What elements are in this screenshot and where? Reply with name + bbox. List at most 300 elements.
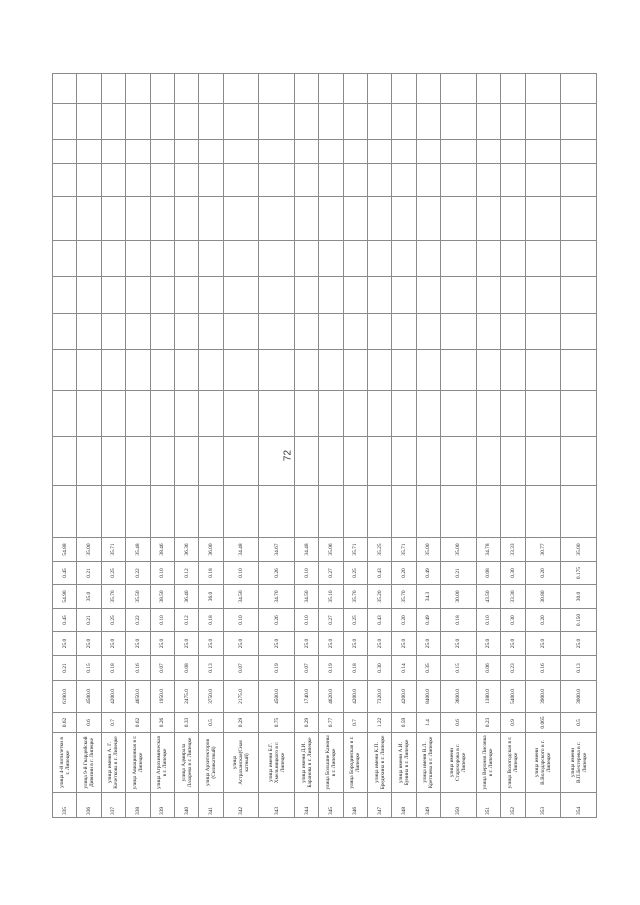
empty-cell <box>77 437 101 486</box>
value-cell: 25.0 <box>199 632 223 656</box>
row-number: 349 <box>416 793 440 818</box>
empty-cell <box>416 197 440 241</box>
empty-cell <box>174 164 198 197</box>
empty-cell <box>561 391 597 437</box>
empty-cell <box>561 74 597 104</box>
empty-cell <box>199 104 223 140</box>
street-name: улица имени А.И. Бунина в г. Липецке <box>392 733 416 793</box>
empty-cell <box>294 277 318 314</box>
row-number: 341 <box>199 793 223 818</box>
row-number: 353 <box>525 793 561 818</box>
length-km: 0.6 <box>77 713 101 733</box>
empty-cell <box>150 241 174 277</box>
value-cell: 0.18 <box>199 609 223 632</box>
row-number: 348 <box>392 793 416 818</box>
value-cell: 34.48 <box>294 538 318 562</box>
empty-cell <box>259 391 295 437</box>
empty-cell <box>101 241 125 277</box>
empty-cell <box>368 164 392 197</box>
street-name: улица Адмирала Лазарева в г. Липецке <box>174 733 198 793</box>
area-m2: 6190.0 <box>53 681 77 713</box>
row-number: 354 <box>561 793 597 818</box>
value-cell: 0.25 <box>101 562 125 585</box>
table-row <box>476 74 500 818</box>
empty-cell <box>53 486 77 538</box>
empty-cell <box>441 486 477 538</box>
empty-cell <box>199 314 223 350</box>
length-km: 0.75 <box>259 713 295 733</box>
empty-cell <box>223 350 259 391</box>
empty-cell <box>368 277 392 314</box>
value-cell: 0.22 <box>126 609 150 632</box>
value-cell: 0.07 <box>294 656 318 681</box>
empty-cell <box>174 74 198 104</box>
value-cell: 38.50 <box>150 585 174 609</box>
empty-cell <box>525 486 561 538</box>
area-m2: 2175.0 <box>223 681 259 713</box>
empty-cell <box>126 314 150 350</box>
empty-cell <box>259 486 295 538</box>
value-cell: 0.10 <box>223 609 259 632</box>
area-m2: 2475.0 <box>174 681 198 713</box>
empty-cell <box>476 140 500 164</box>
row-number: 337 <box>101 793 125 818</box>
value-cell: 33.30 <box>501 585 525 609</box>
value-cell: 0.18 <box>441 609 477 632</box>
row-number: 351 <box>476 793 500 818</box>
empty-cell <box>199 197 223 241</box>
length-km: 1.4 <box>416 713 440 733</box>
street-name: улица Бородинская в г. Липецке <box>343 733 367 793</box>
value-cell: 0.12 <box>174 609 198 632</box>
empty-cell <box>319 140 343 164</box>
empty-cell <box>126 391 150 437</box>
value-cell: 25.0 <box>561 632 597 656</box>
empty-cell <box>476 486 500 538</box>
empty-cell <box>525 391 561 437</box>
empty-cell <box>150 104 174 140</box>
empty-cell <box>294 314 318 350</box>
value-cell: 0.13 <box>561 656 597 681</box>
street-name: улица имени К.П. Бредихина в г. Липецке <box>368 733 392 793</box>
empty-cell <box>368 486 392 538</box>
value-cell: 0.10 <box>223 562 259 585</box>
empty-cell <box>561 277 597 314</box>
empty-cell <box>294 164 318 197</box>
street-name: улица имени Б.Г. Хмельницкого в г. Липецке <box>259 733 295 793</box>
empty-cell <box>77 140 101 164</box>
value-cell: 25.0 <box>416 632 440 656</box>
empty-cell <box>343 350 367 391</box>
value-cell: 0.18 <box>199 562 223 585</box>
value-cell: 0.16 <box>126 656 150 681</box>
empty-cell <box>319 197 343 241</box>
street-name: улица Большие Каноны в г. Липецке <box>319 733 343 793</box>
value-cell: 30.00 <box>441 585 477 609</box>
value-cell: 0.10 <box>150 609 174 632</box>
empty-cell <box>294 486 318 538</box>
table-row <box>101 74 125 818</box>
value-cell: 0.10 <box>294 609 318 632</box>
table-row <box>174 74 198 818</box>
empty-cell <box>53 437 77 486</box>
empty-cell <box>150 164 174 197</box>
empty-cell <box>259 104 295 140</box>
value-cell: 54.88 <box>53 538 77 562</box>
empty-cell <box>259 74 295 104</box>
value-cell: 36.36 <box>174 538 198 562</box>
empty-cell <box>561 314 597 350</box>
empty-cell <box>476 164 500 197</box>
row-number: 350 <box>441 793 477 818</box>
empty-cell <box>392 391 416 437</box>
empty-cell <box>525 241 561 277</box>
value-cell: 34.48 <box>223 538 259 562</box>
empty-cell <box>223 140 259 164</box>
value-cell: 35.71 <box>343 538 367 562</box>
empty-cell <box>392 140 416 164</box>
value-cell: 25.0 <box>101 632 125 656</box>
table-row <box>525 74 561 818</box>
empty-cell <box>259 437 295 486</box>
empty-cell <box>53 197 77 241</box>
empty-cell <box>501 437 525 486</box>
empty-cell <box>441 164 477 197</box>
empty-cell <box>416 140 440 164</box>
empty-cell <box>319 74 343 104</box>
empty-cell <box>501 164 525 197</box>
empty-cell <box>174 104 198 140</box>
length-km: 0.77 <box>319 713 343 733</box>
empty-cell <box>343 104 367 140</box>
empty-cell <box>294 391 318 437</box>
empty-cell <box>223 104 259 140</box>
length-km: 0.9 <box>501 713 525 733</box>
length-km: 0.29 <box>223 713 259 733</box>
empty-cell <box>77 486 101 538</box>
table-row <box>150 74 174 818</box>
value-cell: 35.70 <box>392 585 416 609</box>
empty-cell <box>501 197 525 241</box>
length-km: 0.26 <box>150 713 174 733</box>
value-cell: 34.78 <box>476 538 500 562</box>
table-row <box>199 74 223 818</box>
area-m2: 5400.0 <box>501 681 525 713</box>
empty-cell <box>53 104 77 140</box>
value-cell: 35.70 <box>343 585 367 609</box>
empty-cell <box>501 350 525 391</box>
value-cell: 35.00 <box>441 538 477 562</box>
area-m2: 1740.0 <box>294 681 318 713</box>
value-cell: 0.26 <box>259 609 295 632</box>
empty-cell <box>150 350 174 391</box>
empty-cell <box>476 391 500 437</box>
empty-cell <box>174 350 198 391</box>
empty-cell <box>392 277 416 314</box>
empty-cell <box>501 241 525 277</box>
empty-cell <box>199 437 223 486</box>
empty-cell <box>368 104 392 140</box>
empty-cell <box>150 486 174 538</box>
value-cell: 30.0 <box>561 585 597 609</box>
table-row <box>77 74 101 818</box>
empty-cell <box>223 391 259 437</box>
value-cell: 35.71 <box>101 538 125 562</box>
empty-cell <box>561 350 597 391</box>
value-cell: 0.20 <box>392 562 416 585</box>
value-cell: 25.0 <box>368 632 392 656</box>
row-number: 345 <box>319 793 343 818</box>
value-cell: 0.19 <box>319 656 343 681</box>
value-cell: 25.0 <box>441 632 477 656</box>
empty-cell <box>150 74 174 104</box>
empty-cell <box>525 437 561 486</box>
empty-cell <box>101 437 125 486</box>
empty-cell <box>101 74 125 104</box>
value-cell: 35.06 <box>319 538 343 562</box>
value-cell: 0.21 <box>77 609 101 632</box>
empty-cell <box>343 391 367 437</box>
empty-cell <box>319 314 343 350</box>
empty-cell <box>561 486 597 538</box>
empty-cell <box>416 314 440 350</box>
value-cell: 0.13 <box>199 656 223 681</box>
empty-cell <box>343 277 367 314</box>
empty-cell <box>77 197 101 241</box>
empty-cell <box>101 104 125 140</box>
empty-cell <box>392 164 416 197</box>
value-cell: 34.3 <box>416 585 440 609</box>
value-cell: 0.15 <box>77 656 101 681</box>
table-row <box>501 74 525 818</box>
value-cell: 0.25 <box>101 609 125 632</box>
value-cell: 25.0 <box>174 632 198 656</box>
value-cell: 0.150 <box>561 609 597 632</box>
empty-cell <box>126 350 150 391</box>
empty-cell <box>392 74 416 104</box>
value-cell: 25.0 <box>476 632 500 656</box>
table-row <box>561 74 597 818</box>
empty-cell <box>223 74 259 104</box>
value-cell: 0.21 <box>441 562 477 585</box>
empty-cell <box>101 164 125 197</box>
value-cell: 35.10 <box>319 585 343 609</box>
empty-cell <box>561 197 597 241</box>
value-cell: 0.27 <box>319 562 343 585</box>
empty-cell <box>441 350 477 391</box>
empty-cell <box>77 314 101 350</box>
empty-cell <box>77 164 101 197</box>
empty-cell <box>392 486 416 538</box>
empty-cell <box>476 277 500 314</box>
empty-cell <box>441 314 477 350</box>
empty-cell <box>392 314 416 350</box>
value-cell: 43.50 <box>476 585 500 609</box>
value-cell: 25.0 <box>319 632 343 656</box>
length-km: 0.065 <box>525 713 561 733</box>
empty-cell <box>476 314 500 350</box>
length-km: 0.23 <box>476 713 500 733</box>
empty-cell <box>392 241 416 277</box>
value-cell: 35.0 <box>77 585 101 609</box>
value-cell: 35.48 <box>126 538 150 562</box>
table-row <box>416 74 440 818</box>
value-cell: 25.0 <box>77 632 101 656</box>
value-cell: 0.25 <box>343 562 367 585</box>
empty-cell <box>223 277 259 314</box>
value-cell: 0.45 <box>53 609 77 632</box>
empty-cell <box>174 140 198 164</box>
empty-cell <box>77 277 101 314</box>
value-cell: 0.10 <box>294 562 318 585</box>
value-cell: 25.0 <box>525 632 561 656</box>
value-cell: 0.43 <box>368 562 392 585</box>
empty-cell <box>199 391 223 437</box>
value-cell: 0.12 <box>174 562 198 585</box>
value-cell: 25.0 <box>223 632 259 656</box>
street-name: улица Архитекторов (Силикатный) <box>199 733 223 793</box>
empty-cell <box>101 140 125 164</box>
empty-cell <box>150 197 174 241</box>
empty-cell <box>174 391 198 437</box>
table-row <box>319 74 343 818</box>
value-cell: 0.18 <box>343 656 367 681</box>
empty-cell <box>319 437 343 486</box>
value-cell: 0.21 <box>77 562 101 585</box>
length-km: 0.7 <box>101 713 125 733</box>
value-cell: 0.27 <box>319 609 343 632</box>
row-number: 335 <box>53 793 77 818</box>
empty-cell <box>319 350 343 391</box>
value-cell: 0.20 <box>525 562 561 585</box>
length-km: 1.22 <box>368 713 392 733</box>
empty-cell <box>53 391 77 437</box>
empty-cell <box>501 277 525 314</box>
table-row <box>259 74 295 818</box>
empty-cell <box>368 140 392 164</box>
value-cell: 25.0 <box>150 632 174 656</box>
empty-cell <box>199 241 223 277</box>
empty-cell <box>525 350 561 391</box>
empty-cell <box>126 277 150 314</box>
row-number: 352 <box>501 793 525 818</box>
row-number: 338 <box>126 793 150 818</box>
empty-cell <box>343 140 367 164</box>
empty-cell <box>416 277 440 314</box>
empty-cell <box>416 241 440 277</box>
empty-cell <box>501 140 525 164</box>
value-cell: 34.50 <box>294 585 318 609</box>
table-row <box>441 74 477 818</box>
empty-cell <box>53 314 77 350</box>
table-row <box>294 74 318 818</box>
empty-cell <box>77 350 101 391</box>
value-cell: 0.30 <box>368 656 392 681</box>
street-name: улица имени А. Г. Кочеткова в г. Липецке <box>101 733 125 793</box>
empty-cell <box>368 437 392 486</box>
empty-cell <box>476 350 500 391</box>
empty-cell <box>259 241 295 277</box>
empty-cell <box>101 486 125 538</box>
empty-cell <box>126 74 150 104</box>
value-cell: 0.35 <box>416 656 440 681</box>
length-km: 0.6 <box>441 713 477 733</box>
empty-cell <box>259 350 295 391</box>
street-name: улица имени В.Л. Кретшева в г. Липецке <box>416 733 440 793</box>
empty-cell <box>501 74 525 104</box>
area-m2: 4650.0 <box>126 681 150 713</box>
value-cell: 25.0 <box>126 632 150 656</box>
value-cell: 25.0 <box>294 632 318 656</box>
empty-cell <box>126 486 150 538</box>
empty-cell <box>223 437 259 486</box>
empty-cell <box>199 164 223 197</box>
empty-cell <box>319 486 343 538</box>
empty-cell <box>319 277 343 314</box>
empty-cell <box>126 164 150 197</box>
empty-cell <box>294 104 318 140</box>
empty-cell <box>223 197 259 241</box>
area-m2: 4200.0 <box>101 681 125 713</box>
empty-cell <box>77 241 101 277</box>
value-cell: 35.71 <box>392 538 416 562</box>
empty-cell <box>368 391 392 437</box>
empty-cell <box>319 241 343 277</box>
value-cell: 35.00 <box>416 538 440 562</box>
value-cell: 25.0 <box>53 632 77 656</box>
table-row <box>343 74 367 818</box>
value-cell: 0.49 <box>416 562 440 585</box>
empty-cell <box>53 140 77 164</box>
area-m2: 1950.0 <box>150 681 174 713</box>
empty-cell <box>392 197 416 241</box>
empty-cell <box>259 197 295 241</box>
empty-cell <box>77 74 101 104</box>
empty-cell <box>101 277 125 314</box>
value-cell: 0.19 <box>259 656 295 681</box>
area-m2: 4200.0 <box>392 681 416 713</box>
area-m2: 4500.0 <box>77 681 101 713</box>
length-km: 0.33 <box>174 713 198 733</box>
empty-cell <box>53 277 77 314</box>
value-cell: 35.50 <box>126 585 150 609</box>
empty-cell <box>294 197 318 241</box>
empty-cell <box>525 277 561 314</box>
empty-cell <box>368 74 392 104</box>
value-cell: 38.46 <box>150 538 174 562</box>
empty-cell <box>199 74 223 104</box>
area-m2: 3900.0 <box>525 681 561 713</box>
empty-cell <box>53 241 77 277</box>
value-cell: 0.08 <box>476 562 500 585</box>
empty-cell <box>441 140 477 164</box>
empty-cell <box>101 350 125 391</box>
empty-cell <box>416 164 440 197</box>
empty-cell <box>368 350 392 391</box>
empty-cell <box>174 277 198 314</box>
empty-cell <box>525 197 561 241</box>
empty-cell <box>77 104 101 140</box>
empty-cell <box>368 314 392 350</box>
area-m2: 3000.0 <box>561 681 597 713</box>
empty-cell <box>561 164 597 197</box>
empty-cell <box>441 241 477 277</box>
table-row <box>223 74 259 818</box>
empty-cell <box>259 140 295 164</box>
empty-cell <box>525 74 561 104</box>
table-row <box>126 74 150 818</box>
empty-cell <box>174 437 198 486</box>
